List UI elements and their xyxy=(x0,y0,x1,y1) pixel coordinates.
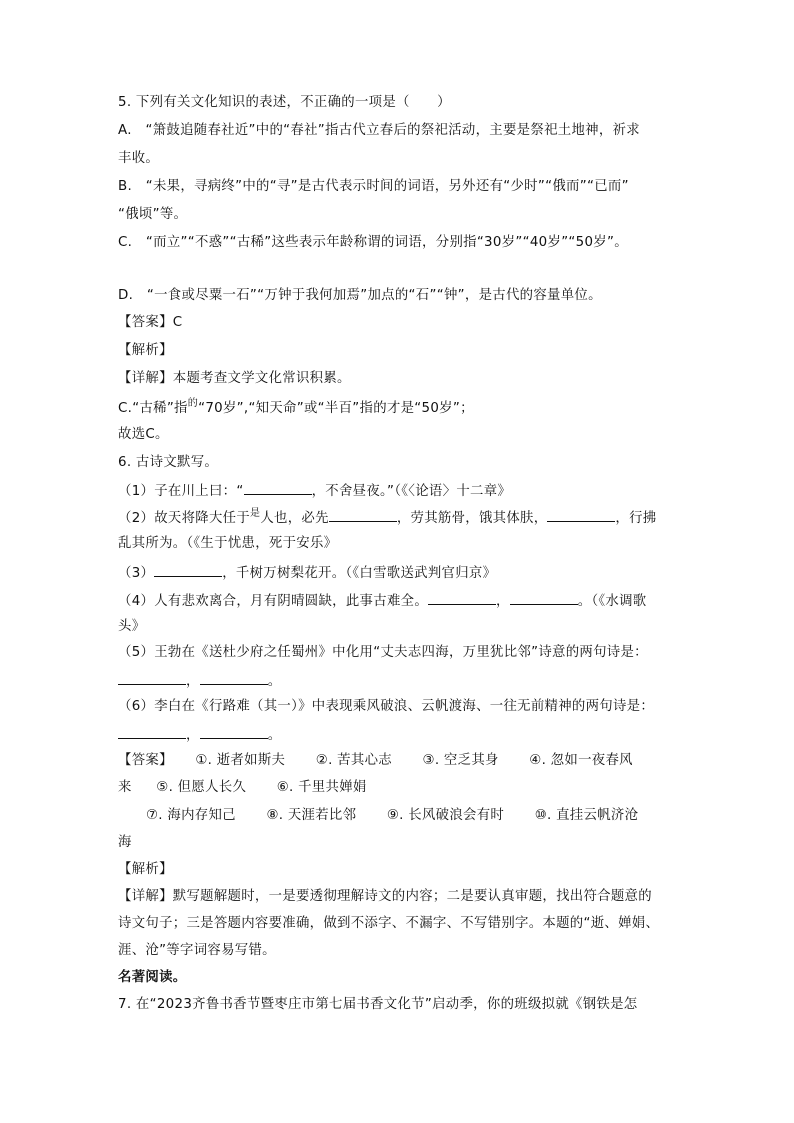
q6-blank-6[interactable] xyxy=(510,591,578,605)
q6-item6-comma: ， xyxy=(186,728,200,743)
q6-item4-text-c: 。（《水调歌 xyxy=(577,594,647,609)
q6-item5-period: 。 xyxy=(267,674,282,689)
q6-answer-8: ⑧. 天涯若比邻 xyxy=(266,808,357,823)
q6-blank-9[interactable] xyxy=(118,725,186,739)
q6-item2-line2: 乱其所为。（《生于忧患，死于安乐》 xyxy=(118,536,338,551)
q6-blank-2[interactable] xyxy=(329,508,397,522)
q6-answer-3: ③. 空乏其身 xyxy=(422,753,499,768)
q6-blank-3[interactable] xyxy=(547,508,615,522)
q5-answer: 【答案】C xyxy=(118,315,183,330)
q6-item6: （6）李白在《行路难（其一）》中表现乘风破浪、云帆渡海、一往无前精神的两句诗是： xyxy=(118,699,655,714)
q5-explanation-sup: 的 xyxy=(187,398,199,409)
q6-answer-4-cont: 来 xyxy=(118,780,132,795)
q5-explanation-text-a: C.“古稀”指 xyxy=(118,401,188,416)
q5-stem: 5. 下列有关文化知识的表述，不正确的一项是（ ） xyxy=(118,95,451,110)
q6-item2-text-c: ，劳其筋骨，饿其体肤， xyxy=(396,511,548,526)
q6-blank-4[interactable] xyxy=(154,563,222,577)
q6-answer-9: ⑨. 长风破浪会有时 xyxy=(386,808,505,823)
q6-answer-1: ①. 逝者如斯夫 xyxy=(195,753,286,768)
q6-answer-7: ⑦. 海内存知己 xyxy=(146,808,236,823)
q6-item1 xyxy=(118,481,511,501)
q6-item1-text-b: ，不舍昼夜。”（《〈论语〉十二章》 xyxy=(311,484,512,499)
q6-detail-line1: 【详解】默写题解题时，一是要透彻理解诗文的内容；二是要认真审题，找出符合题意的 xyxy=(118,889,652,904)
q6-blank-1[interactable] xyxy=(244,481,312,495)
q6-blank-5[interactable] xyxy=(428,591,496,605)
q6-item5-comma: ， xyxy=(186,674,200,689)
q6-item3-text-a: （3） xyxy=(118,566,155,581)
q6-answer-line2 xyxy=(118,779,367,797)
q6-item6-blanks xyxy=(118,725,281,745)
q6-item2-text-b: 人也，必先 xyxy=(260,511,329,526)
q6-item4 xyxy=(118,591,646,611)
q5-option-a-line1: A. “箫鼓追随春社近”中的“春社”指古代立春后的祭祀活动，主要是祭祀土地神，祈求 xyxy=(118,123,640,138)
q6-item3-text-b: ，千树万树梨花开。（《白雪歌送武判官归京》 xyxy=(222,566,497,581)
q6-answer-5: ⑤. 但愿人长久 xyxy=(156,780,247,795)
q6-item4-comma: ， xyxy=(496,594,510,609)
q6-analysis-label: 【解析】 xyxy=(118,862,173,877)
q5-analysis-label: 【解析】 xyxy=(118,343,173,358)
q6-answer-4: ④. 忽如一夜春风 xyxy=(529,753,633,768)
q6-answer-label: 【答案】 xyxy=(118,753,173,768)
q5-option-a-line2: 丰收。 xyxy=(118,151,160,166)
q6-item4-text-a: （4）人有悲欢离合，月有阴晴圆缺，此事古难全。 xyxy=(118,594,429,609)
q5-conclusion: 故选C。 xyxy=(118,427,169,442)
q6-answer-line3 xyxy=(146,807,638,825)
q5-option-b-line1: B. “未果，寻病终”中的“寻”是古代表示时间的词语，另外还有“少时”“俄而”“已而” xyxy=(118,179,629,194)
q6-item3 xyxy=(118,563,496,583)
q6-answer-2: ②. 苦其心志 xyxy=(315,753,392,768)
q6-item5-blanks xyxy=(118,671,281,691)
q5-option-b-line2: “俄顷”等。 xyxy=(118,207,188,222)
q6-detail-line2: 诗文句子；三是答题内容要准确，做到不添字、不漏字、不写错别字。本题的“逝、婵娟、 xyxy=(118,916,660,931)
q5-option-c: C. “而立”“不惑”“古稀”这些表示年龄称谓的词语，分别指“30岁”“40岁”“50岁”。 xyxy=(118,235,628,250)
q6-item2-text-a: （2）故天将降大任于 xyxy=(118,511,251,526)
q6-answer-10: ⑩. 直挂云帆济沧 xyxy=(534,808,639,823)
q6-item5: （5）王勃在《送杜少府之任蜀州》中化用“丈夫志四海，万里犹比邻”诗意的两句诗是： xyxy=(118,645,648,660)
q5-explanation-text-b: “70岁”,“知天命”或“半百”指的才是“50岁”； xyxy=(198,401,474,416)
q6-blank-7[interactable] xyxy=(118,671,186,685)
q6-item2 xyxy=(118,508,657,529)
q6-detail-line3: 涯、沧”等字词容易写错。 xyxy=(118,943,276,958)
q6-item2-sup: 是 xyxy=(250,508,261,519)
q6-item4-line2: 头》 xyxy=(118,619,146,634)
q6-answer-6: ⑥. 千里共婵娟 xyxy=(276,780,367,795)
section-title: 名著阅读。 xyxy=(118,970,187,985)
q6-blank-8[interactable] xyxy=(200,671,268,685)
q6-item2-text-d: ，行拂 xyxy=(615,511,657,526)
q5-detail: 【详解】本题考查文学文化常识积累。 xyxy=(118,371,351,386)
q6-answer-line1 xyxy=(118,752,633,770)
q6-item1-text-a: （1）子在川上曰：“ xyxy=(118,484,244,499)
q7-stem: 7. 在“2023齐鲁书香节暨枣庄市第七届书香文化节”启动季，你的班级拟就《钢铁是怎 xyxy=(118,997,638,1012)
q6-stem: 6. 古诗文默写。 xyxy=(118,455,219,470)
q6-blank-10[interactable] xyxy=(200,725,268,739)
q6-item6-period: 。 xyxy=(267,728,282,743)
q5-explanation xyxy=(118,400,474,419)
q5-option-d: D. “一食或尽粟一石”“万钟于我何加焉”加点的“石”“钟”，是古代的容量单位。 xyxy=(118,288,602,303)
q6-answer-line4: 海 xyxy=(118,835,132,850)
